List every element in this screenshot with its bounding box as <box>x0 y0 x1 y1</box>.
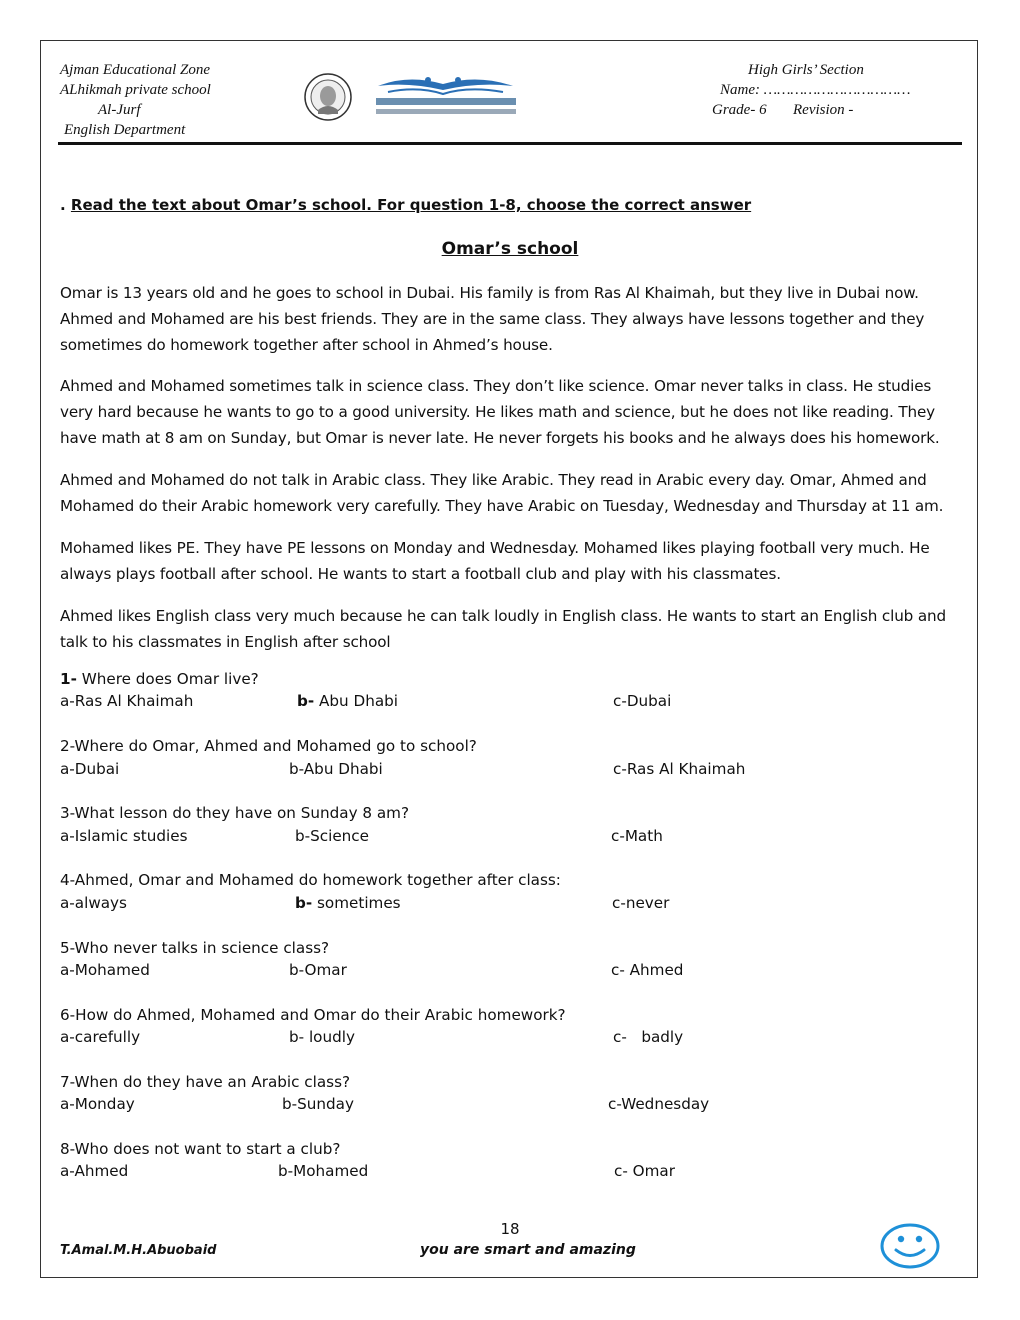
option-a: a-Ahmed <box>60 1162 129 1180</box>
paragraph: Mohamed likes PE. They have PE lessons on Monday and Wednesday. Mohamed likes playing football very much. He always plays football after school. He wants to start a football club and play with his classmates. <box>60 539 930 583</box>
footer-author: T.Amal.M.H.Abuobaid <box>60 1243 217 1258</box>
instruction: . Read the text about Omar’s school. For question 1-8, choose the correct answer <box>60 196 752 214</box>
option-a: a-always <box>60 894 127 912</box>
question-6: 6-How do Ahmed, Mohamed and Omar do their Arabic homework? <box>60 1006 566 1024</box>
question-4: 4-Ahmed, Omar and Mohamed do homework together after class: <box>60 871 561 889</box>
option-b: b-Omar <box>289 961 347 979</box>
header-location: Al-Jurf <box>98 102 141 118</box>
paragraph: Ahmed and Mohamed do not talk in Arabic class. They like Arabic. They read in Arabic every day. Omar, Ahmed and Mohamed do their Arabic homework very carefully. They have Arabic on Tuesday, Wednesday and Thursday at 11 am. <box>60 471 944 515</box>
header-department: English Department <box>64 122 186 138</box>
question-2: 2-Where do Omar, Ahmed and Mohamed go to school? <box>60 737 477 755</box>
option-b: b- loudly <box>289 1028 355 1046</box>
page-border <box>40 40 978 1278</box>
option-a: a-Islamic studies <box>60 827 188 845</box>
header-revision: Revision - <box>793 102 854 118</box>
option-b: b- Abu Dhabi <box>297 692 398 710</box>
option-c: c-Wednesday <box>608 1095 710 1113</box>
option-c: c-Math <box>611 827 663 845</box>
header-zone: Ajman Educational Zone <box>60 62 210 78</box>
option-a: a-Dubai <box>60 760 120 778</box>
option-b: b-Mohamed <box>278 1162 369 1180</box>
question-1: 1- Where does Omar live? <box>60 670 259 688</box>
paragraph: Omar is 13 years old and he goes to school in Dubai. His family is from Ras Al Khaimah, but they live in Dubai now. Ahmed and Mohamed are his best friends. They are in the same class. They always have lessons together and they sometimes do homework together after school in Ahmed’s house. <box>60 284 925 354</box>
smiley-icon <box>879 1222 941 1270</box>
option-b: b- sometimes <box>295 894 401 912</box>
passage-title: Omar’s school <box>441 239 579 259</box>
option-a: a-Monday <box>60 1095 135 1113</box>
question-8: 8-Who does not want to start a club? <box>60 1140 341 1158</box>
school-logo <box>368 72 523 120</box>
footer-motto: you are smart and amazing <box>420 1242 636 1258</box>
header-grade: Grade- 6 <box>712 102 767 118</box>
option-a: a-Ras Al Khaimah <box>60 692 194 710</box>
option-b: b-Science <box>295 827 369 845</box>
page-number: 18 <box>500 1220 520 1238</box>
option-b: b-Abu Dhabi <box>289 760 383 778</box>
paragraph: Ahmed likes English class very much because he can talk loudly in English class. He wants to start an English club and talk to his classmates in English after school <box>60 607 946 651</box>
header-school: ALhikmah private school <box>60 82 211 98</box>
option-c: c-never <box>612 894 670 912</box>
question-7: 7-When do they have an Arabic class? <box>60 1073 351 1091</box>
option-c: c- badly <box>613 1028 684 1046</box>
paragraph: Ahmed and Mohamed sometimes talk in science class. They don’t like science. Omar never talks in class. He studies very hard because he wants to go to a good university. He likes math and science, but he does not like reading. They have math at 8 am on Sunday, but Omar is never late. He never forgets his books and he always does his homework. <box>60 377 940 447</box>
emblem-logo <box>303 72 353 122</box>
header-section: High Girls’ Section <box>748 62 864 78</box>
option-c: c-Dubai <box>613 692 672 710</box>
option-c: c- Omar <box>614 1162 675 1180</box>
header-divider <box>58 142 962 145</box>
question-5: 5-Who never talks in science class? <box>60 939 330 957</box>
option-b: b-Sunday <box>282 1095 354 1113</box>
question-3: 3-What lesson do they have on Sunday 8 am? <box>60 804 410 822</box>
option-a: a-carefully <box>60 1028 141 1046</box>
option-a: a-Mohamed <box>60 961 150 979</box>
option-c: c- Ahmed <box>611 961 684 979</box>
header-name-field: Name: …………………………… <box>720 82 911 98</box>
option-c: c-Ras Al Khaimah <box>613 760 746 778</box>
